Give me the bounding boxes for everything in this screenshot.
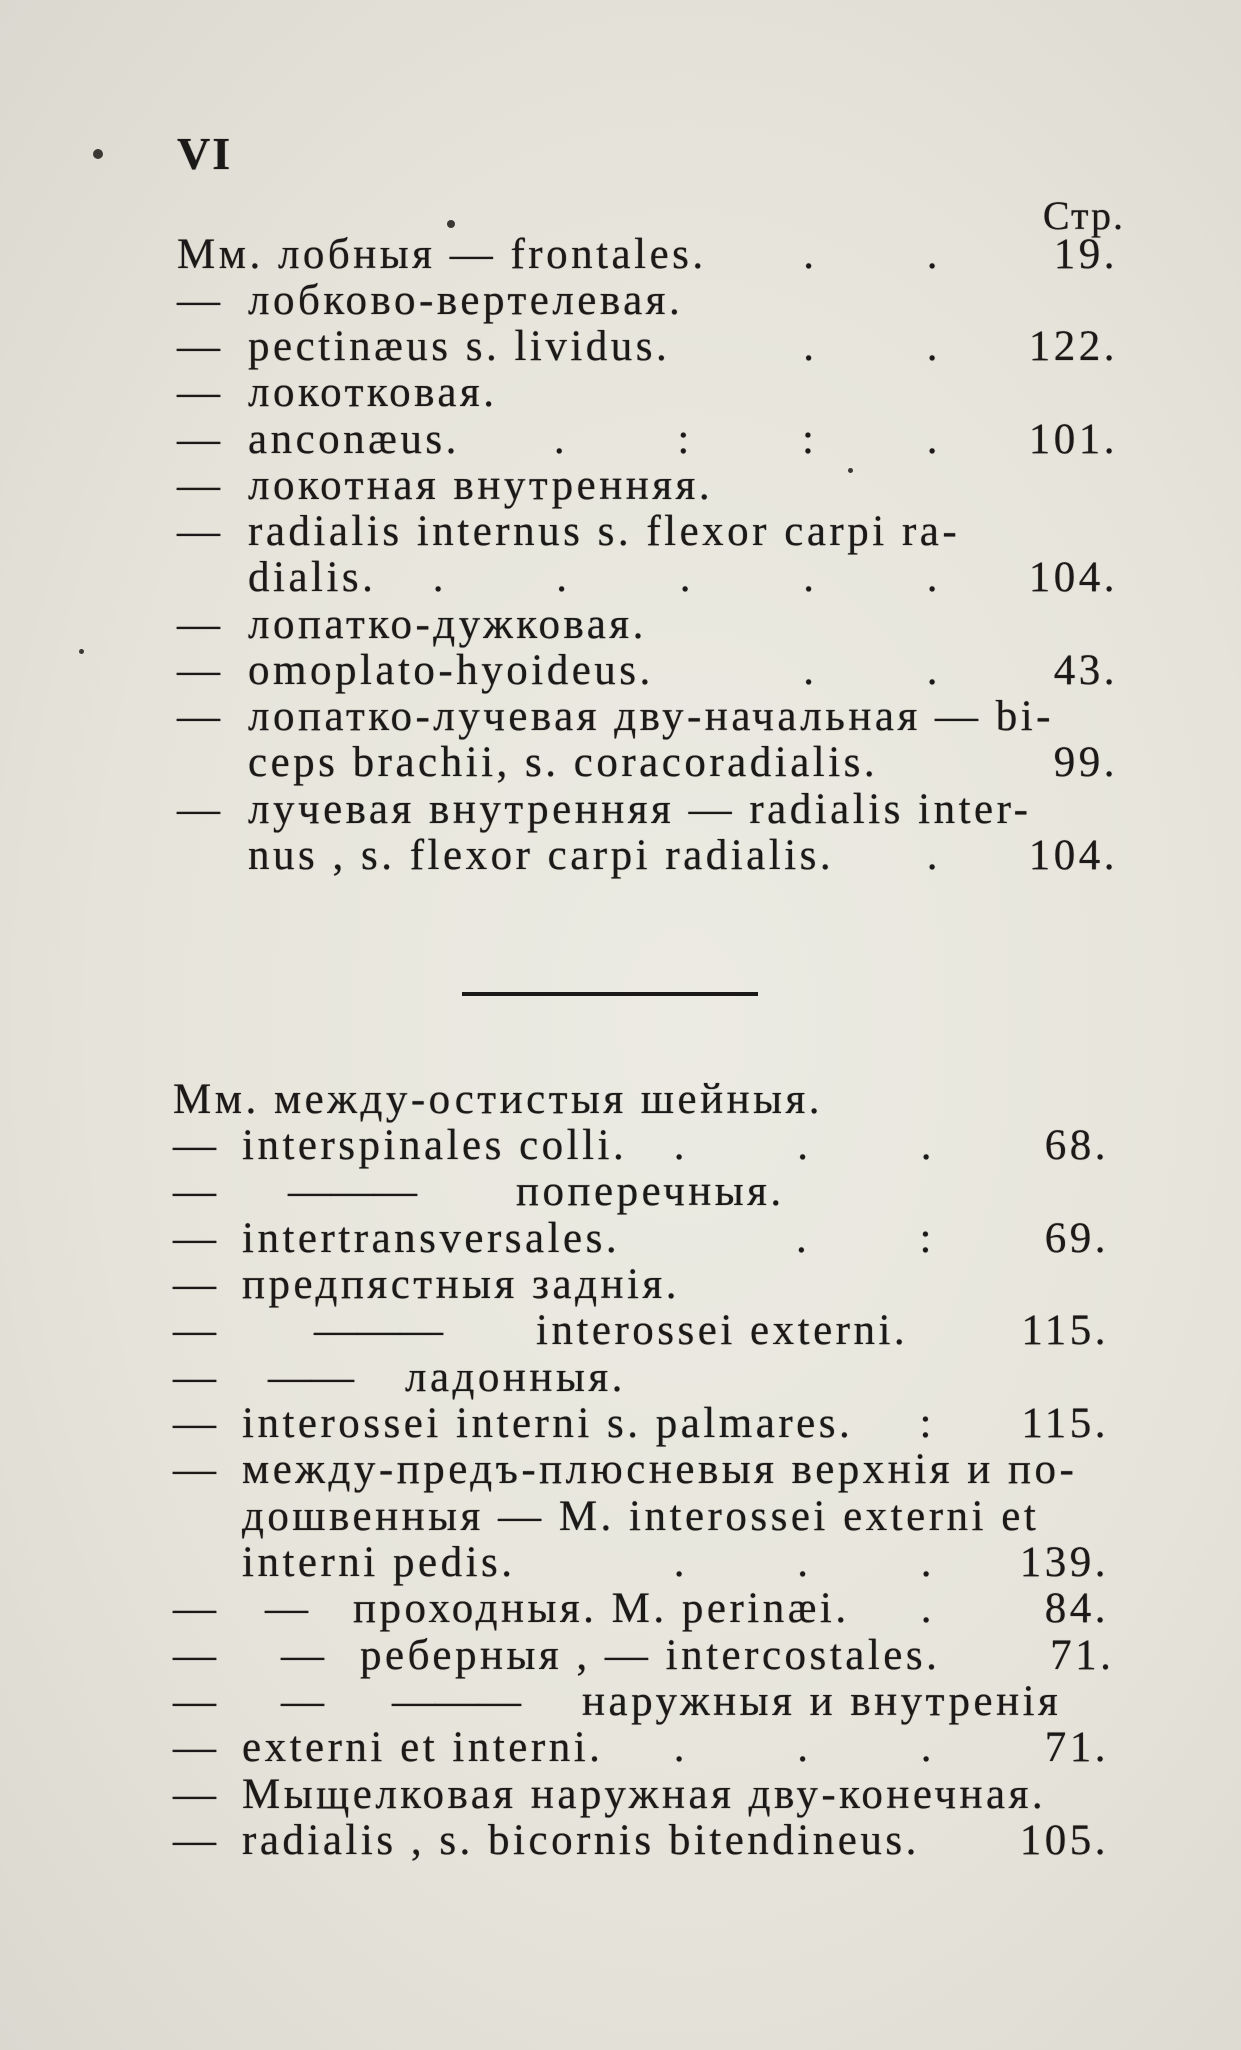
entry-term: externi et interni. [242,1724,604,1771]
index-entry [173,1632,1115,1679]
dot-leader: . [926,832,941,879]
index-entry [173,1401,1109,1447]
entry-dash: — [177,323,224,370]
dot-leader: . : [796,1215,935,1262]
index-entry [173,1494,1109,1540]
index-entry [177,602,1118,648]
entry-dash: — [173,1400,220,1447]
page-reference: 122. [1028,323,1118,370]
page-reference: 115. [1021,1400,1109,1447]
page-reference: 99. [1053,739,1118,786]
index-entry [173,1586,1109,1632]
page-number: VI [177,128,233,179]
entry-term: radialis internus s. flexor carpi ra- [248,508,961,555]
page-reference: 84. [1044,1585,1109,1632]
entry-term: Мм. лобныя — frontales. [177,231,707,278]
repeat-dash: ——— [314,1307,443,1354]
index-entry [173,1772,1109,1818]
entry-term: Мыщелковая наружная дву-конечная. [242,1771,1047,1818]
dot-leader: . . [803,231,941,278]
index-entry [177,463,1118,509]
section-divider [462,992,758,996]
index-entry [173,1308,1109,1354]
entry-term: nus , s. flexor carpi radialis. [248,832,835,879]
entry-term: anconæus. [248,416,460,463]
entry-term: pectinæus s. lividus. [248,323,671,370]
scan-speck [79,649,84,654]
index-entry [173,1725,1109,1771]
index-entry [177,509,1118,555]
index-entry [173,1540,1109,1586]
repeat-dash: — [265,1585,308,1632]
index-entry [177,833,1118,879]
page-reference: 69. [1044,1215,1109,1262]
entry-term: dialis. [248,554,377,601]
entry-term: лучевая внутренняя — radialis inter- [248,786,1032,833]
entry-term: локотная внутренняя. [248,462,714,509]
index-entry [173,1818,1109,1864]
entry-term: дошвенныя — M. interossei externi et [242,1493,1040,1540]
page-reference: 115. [1021,1307,1109,1354]
entry-dash: — [173,1585,220,1632]
index-entry [177,648,1118,694]
entry-term: поперечныя. [516,1168,785,1215]
repeat-dash: ——— [392,1678,521,1725]
page-reference: 105. [1019,1817,1109,1864]
page-reference: 139. [1019,1539,1109,1586]
page-column-header: Стр. [1042,193,1125,238]
scan-speck [447,220,455,228]
page-reference: 19. [1053,231,1118,278]
entry-dash: — [177,508,224,555]
dot-leader: . . [803,323,941,370]
entry-term: проходныя. M. perinæi. [353,1585,850,1632]
index-entry [173,1447,1109,1493]
index-entry [177,417,1118,463]
entry-dash: — [177,693,224,740]
dot-leader: . . . [673,1122,935,1169]
entry-term: лобково-вертелевая. [248,277,684,324]
entry-dash: — [173,1122,220,1169]
entry-dash: — [173,1632,220,1679]
index-entry [173,1262,1109,1308]
entry-dash: — [173,1724,220,1771]
entry-term: interni pedis. [242,1539,516,1586]
page-reference: 104. [1028,554,1118,601]
entry-term: interossei externi. [536,1307,909,1354]
index-entry [177,278,1118,324]
dot-leader: . . . . . [432,554,941,601]
entry-dash: — [177,369,224,416]
index-entry [173,1077,1109,1123]
repeat-dash: ——— [288,1168,417,1215]
index-entry [177,324,1118,370]
page-reference: 68. [1044,1122,1109,1169]
entry-term: radialis , s. bicornis bitendineus. [242,1817,920,1864]
dot-leader: . [920,1585,935,1632]
entry-term: Мм. между-остистыя шейныя. [173,1076,824,1123]
page-reference: 43. [1053,647,1118,694]
entry-dash: — [173,1817,220,1864]
index-entry [177,232,1118,278]
entry-dash: — [173,1307,220,1354]
entry-dash: — [177,647,224,694]
entry-term: intertransversales. [242,1215,621,1262]
entry-term: omoplato-hyoideus. [248,647,654,694]
dot-leader: . . . [673,1724,935,1771]
entry-dash: — [173,1261,220,1308]
index-entry [177,370,1118,416]
index-entry [177,555,1118,601]
index-entry [173,1169,1109,1215]
dot-leader: . . . [673,1539,935,1586]
dot-leader: . . [803,647,941,694]
index-entry [177,694,1118,740]
entry-term: реберныя , — intercostales. [360,1632,941,1679]
entry-term: interossei interni s. palmares. [242,1400,854,1447]
entry-term: между-предъ-плюсневыя верхнія и по- [242,1446,1078,1493]
index-entry [173,1679,1109,1725]
index-entry [173,1355,1109,1401]
page-reference: 71. [1044,1724,1109,1771]
entry-dash: — [173,1678,220,1725]
index-entry [173,1123,1109,1169]
page-reference: 101. [1028,416,1118,463]
entry-term: лопатко-лучевая дву-начальная — bi- [248,693,1054,740]
entry-dash: — [173,1771,220,1818]
repeat-dash: —— [268,1354,354,1401]
entry-term: ладонныя. [405,1354,626,1401]
entry-term: наружныя и внутренія [582,1678,1062,1725]
page-reference: 104. [1028,832,1118,879]
entry-dash: — [177,462,224,509]
index-entry [177,740,1118,786]
entry-dash: — [177,277,224,324]
entry-dash: — [173,1354,220,1401]
entry-term: interspinales colli. [242,1122,628,1169]
entry-term: предпястныя заднія. [242,1261,680,1308]
entry-dash: — [177,786,224,833]
entry-term: лопатко-дужковая. [248,601,647,648]
entry-dash: — [173,1446,220,1493]
entry-dash: — [173,1215,220,1262]
index-entry [173,1216,1109,1262]
repeat-dash: — [281,1632,324,1679]
dot-leader: . : : . [553,416,941,463]
entry-term: локотковая. [248,369,498,416]
entry-dash: — [177,416,224,463]
dot-leader: : [919,1400,935,1447]
index-entry [177,787,1118,833]
entry-term: ceps brachii, s. coracoradialis. [248,739,879,786]
entry-dash: — [173,1168,220,1215]
scan-speck [93,149,103,159]
page-reference: 71. [1050,1632,1115,1679]
entry-dash: — [177,601,224,648]
repeat-dash: — [281,1678,324,1725]
